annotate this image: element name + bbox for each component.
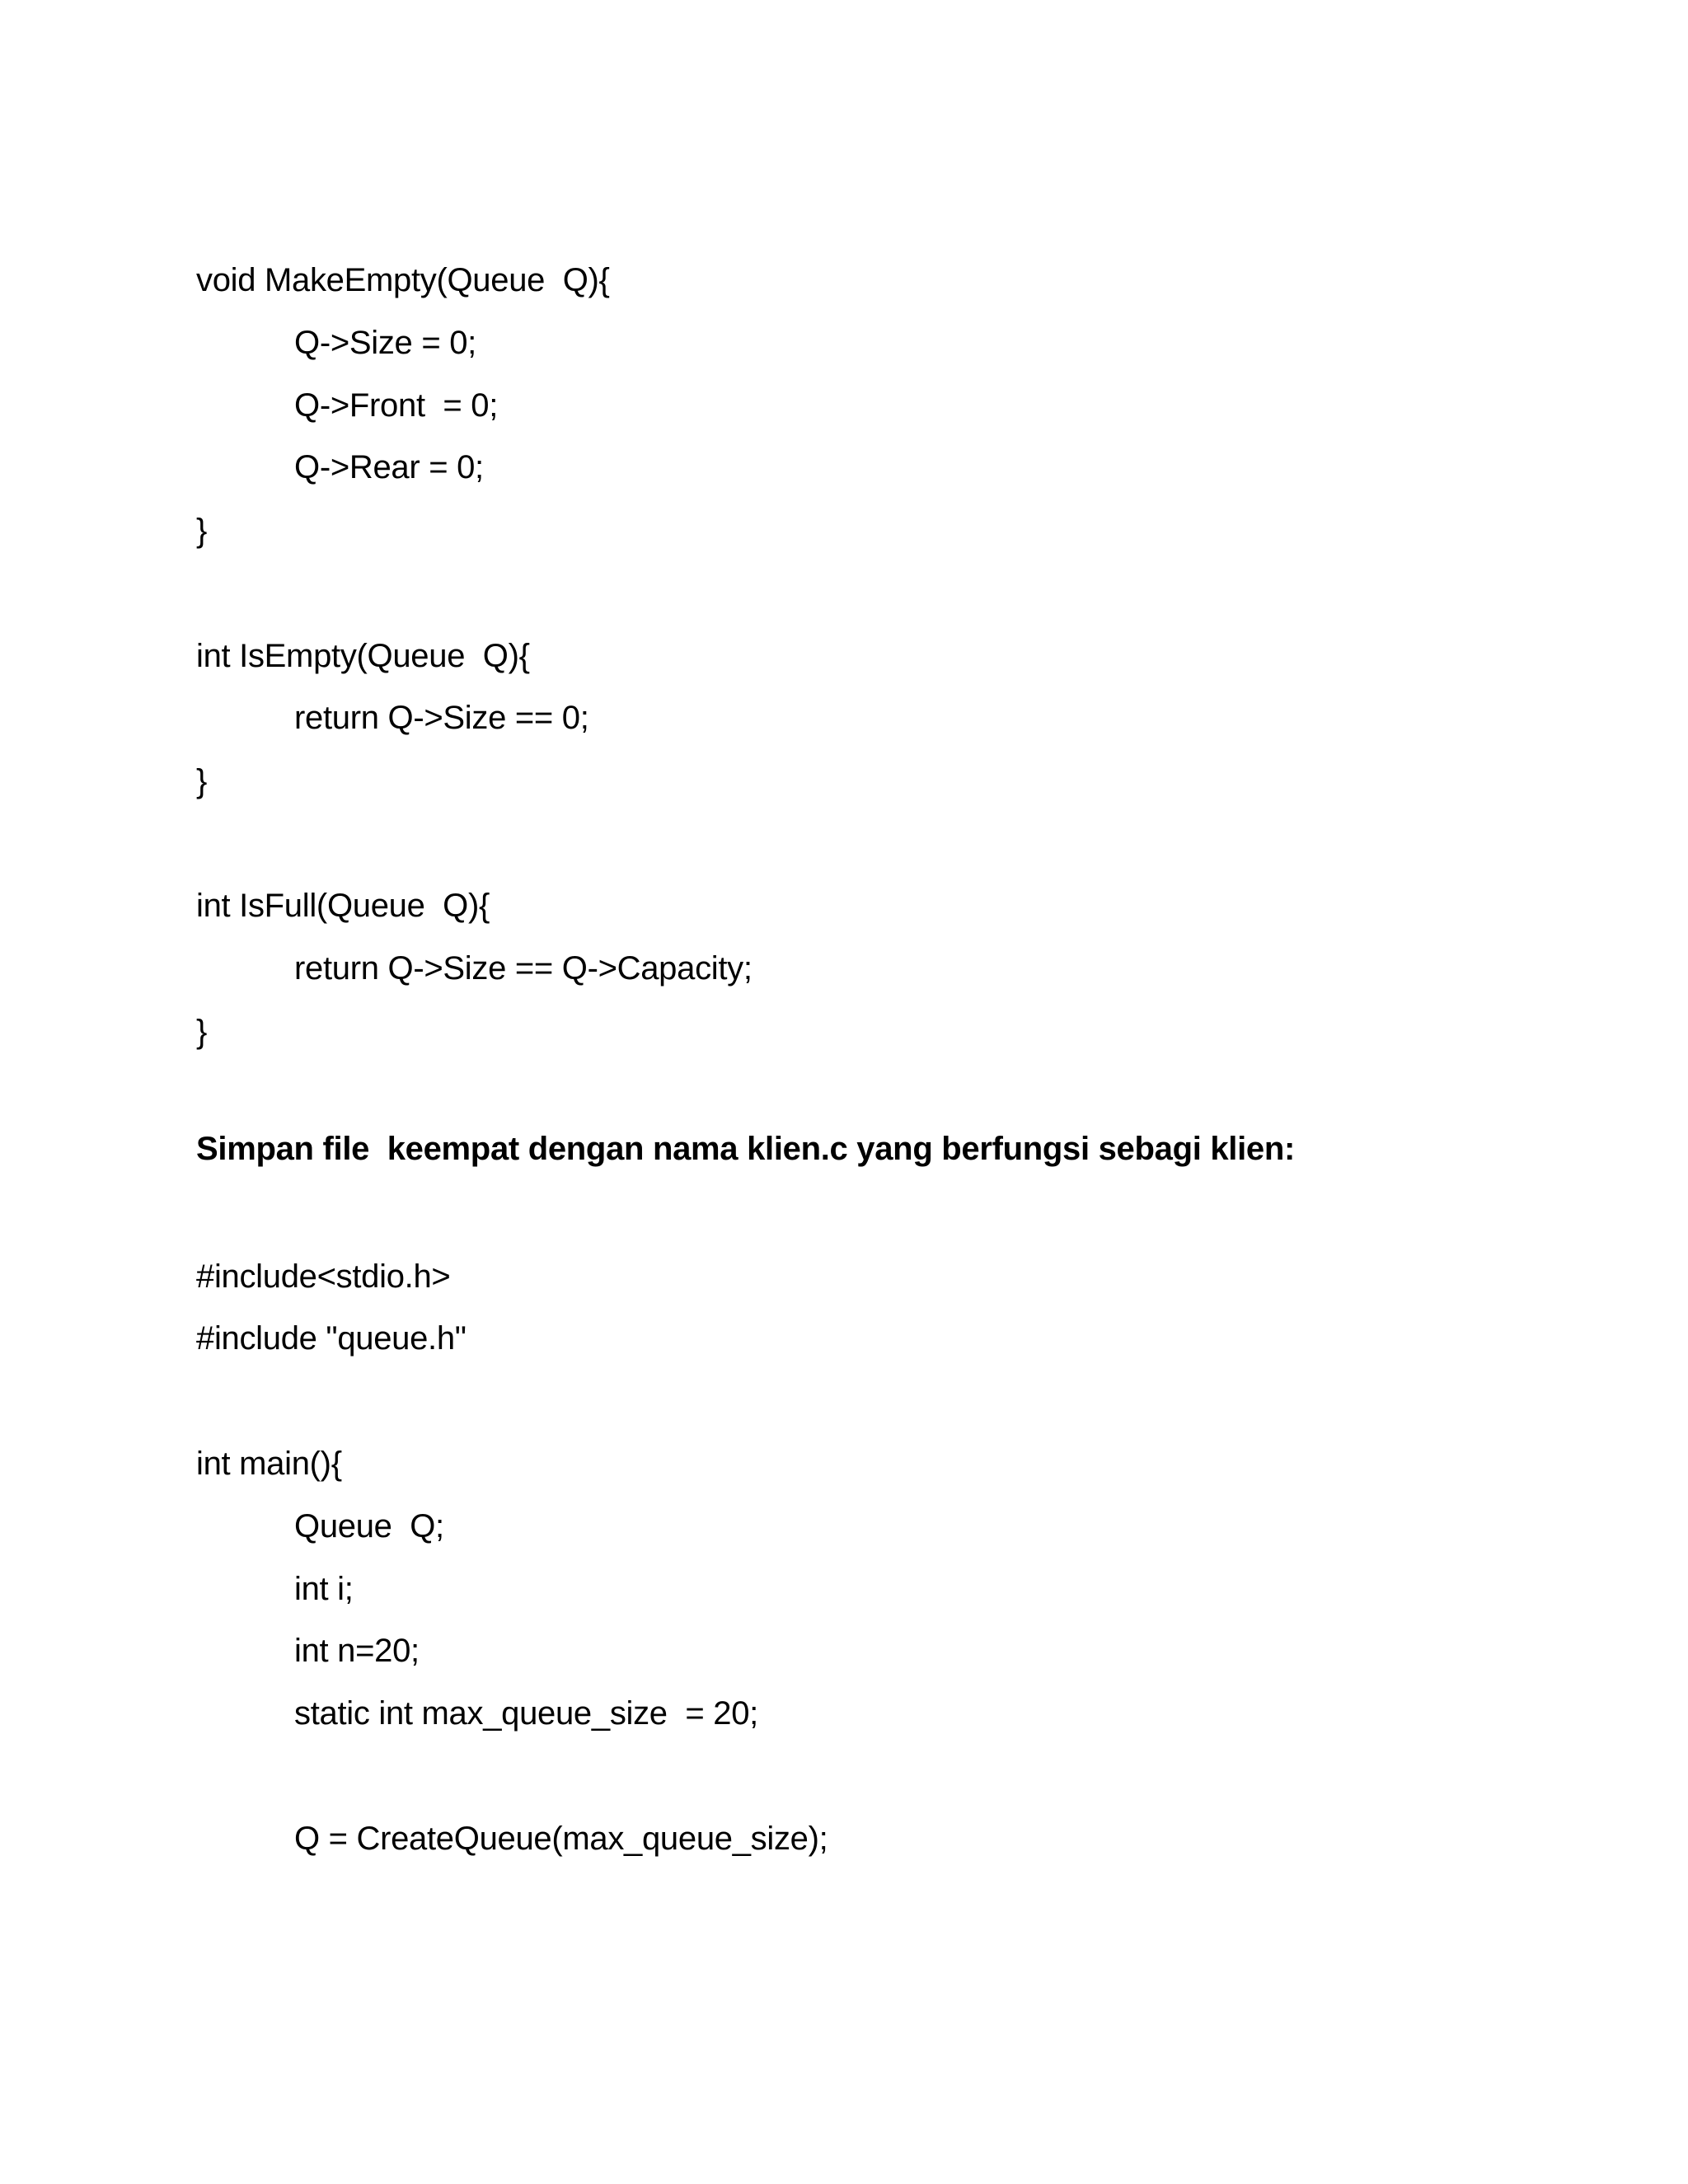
code-line-include-queue: #include "queue.h" [196,1320,467,1357]
code-line-isfull-signature: int IsFull(Queue Q){ [196,888,490,924]
code-line-main-signature: int main(){ [196,1446,342,1482]
code-line-isfull-close: } [196,1014,208,1050]
code-line-max-queue-size: static int max_queue_size = 20; [294,1695,758,1732]
code-line-int-i: int i; [294,1571,354,1607]
code-line-isfull-return: return Q->Size == Q->Capacity; [294,950,753,987]
code-line-create-queue: Q = CreateQueue(max_queue_size); [294,1821,828,1857]
code-line-queue-decl: Queue Q; [294,1508,444,1544]
code-line-isempty-close: } [196,763,208,799]
code-line-isempty-return: return Q->Size == 0; [294,700,589,736]
code-line-size-reset: Q->Size = 0; [294,325,476,361]
code-line-int-n: int n=20; [294,1633,420,1669]
code-line-front-reset: Q->Front = 0; [294,387,499,424]
code-line-makeempty-close: } [196,513,208,549]
code-line-rear-reset: Q->Rear = 0; [294,449,484,485]
code-line-makeempty-signature: void MakeEmpty(Queue Q){ [196,262,610,298]
code-line-include-stdio: #include<stdio.h> [196,1258,451,1295]
instruction-heading: Simpan file keempat dengan nama klien.c yang berfungsi sebagi klien: [196,1131,1296,1167]
code-line-isempty-signature: int IsEmpty(Queue Q){ [196,638,530,674]
